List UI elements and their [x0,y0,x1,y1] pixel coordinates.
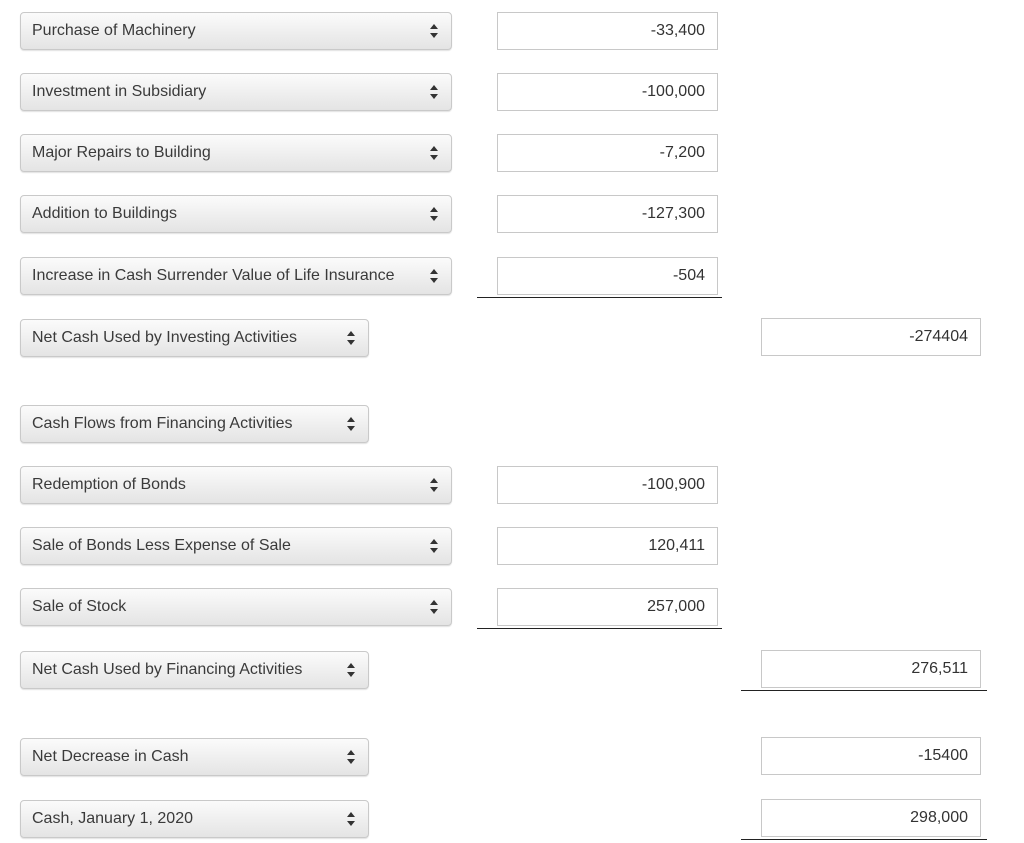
section-heading-select[interactable] [20,405,369,443]
amount-input[interactable]: 257,000 [497,588,718,626]
amount-input[interactable]: -504 [497,257,718,295]
select-label: Sale of Bonds Less Expense of Sale [32,537,291,554]
line-item-select[interactable] [20,527,452,565]
amount-input[interactable]: -100,000 [497,73,718,111]
updown-arrows-icon [338,417,364,431]
line-item-select[interactable] [20,195,452,233]
updown-arrows-icon [338,750,364,764]
select-label: Cash, January 1, 2020 [32,810,193,827]
line-item-select[interactable] [20,257,452,295]
amount-input[interactable]: 120,411 [497,527,718,565]
line-item-select[interactable] [20,12,452,50]
select-label: Addition to Buildings [32,205,177,222]
amount-input[interactable]: -127,300 [497,195,718,233]
amount-input[interactable]: -100,900 [497,466,718,504]
updown-arrows-icon [421,146,447,160]
select-label: Net Cash Used by Investing Activities [32,329,298,346]
updown-arrows-icon [338,331,364,345]
select-label: Net Cash Used by Financing Activities [32,661,303,678]
select-label: Investment in Subsidiary [32,83,207,100]
line-item-select[interactable] [20,73,452,111]
line-item-select[interactable] [20,588,452,626]
updown-arrows-icon [338,663,364,677]
updown-arrows-icon [421,600,447,614]
subtotal-rule [477,297,722,298]
amount-input[interactable]: -33,400 [497,12,718,50]
total-rule [741,690,987,691]
select-label: Sale of Stock [32,598,127,615]
line-item-select[interactable] [20,319,369,357]
updown-arrows-icon [421,207,447,221]
line-item-select[interactable] [20,738,369,776]
select-label: Cash Flows from Financing Activities [32,415,293,432]
select-label: Purchase of Machinery [32,22,196,39]
total-input[interactable]: 276,511 [761,650,981,688]
line-item-select[interactable] [20,800,369,838]
total-input[interactable]: -274404 [761,318,981,356]
amount-input[interactable]: -7,200 [497,134,718,172]
select-label: Redemption of Bonds [32,476,186,493]
total-input[interactable]: -15400 [761,737,981,775]
line-item-select[interactable] [20,651,369,689]
select-label: Net Decrease in Cash [32,748,189,765]
total-rule [741,839,987,840]
updown-arrows-icon [421,269,447,283]
updown-arrows-icon [338,812,364,826]
total-input[interactable]: 298,000 [761,799,981,837]
line-item-select[interactable] [20,466,452,504]
updown-arrows-icon [421,85,447,99]
updown-arrows-icon [421,539,447,553]
updown-arrows-icon [421,24,447,38]
subtotal-rule [477,628,722,629]
select-label: Major Repairs to Building [32,144,211,161]
select-label: Increase in Cash Surrender Value of Life Insurance [32,267,395,284]
updown-arrows-icon [421,478,447,492]
line-item-select[interactable] [20,134,452,172]
